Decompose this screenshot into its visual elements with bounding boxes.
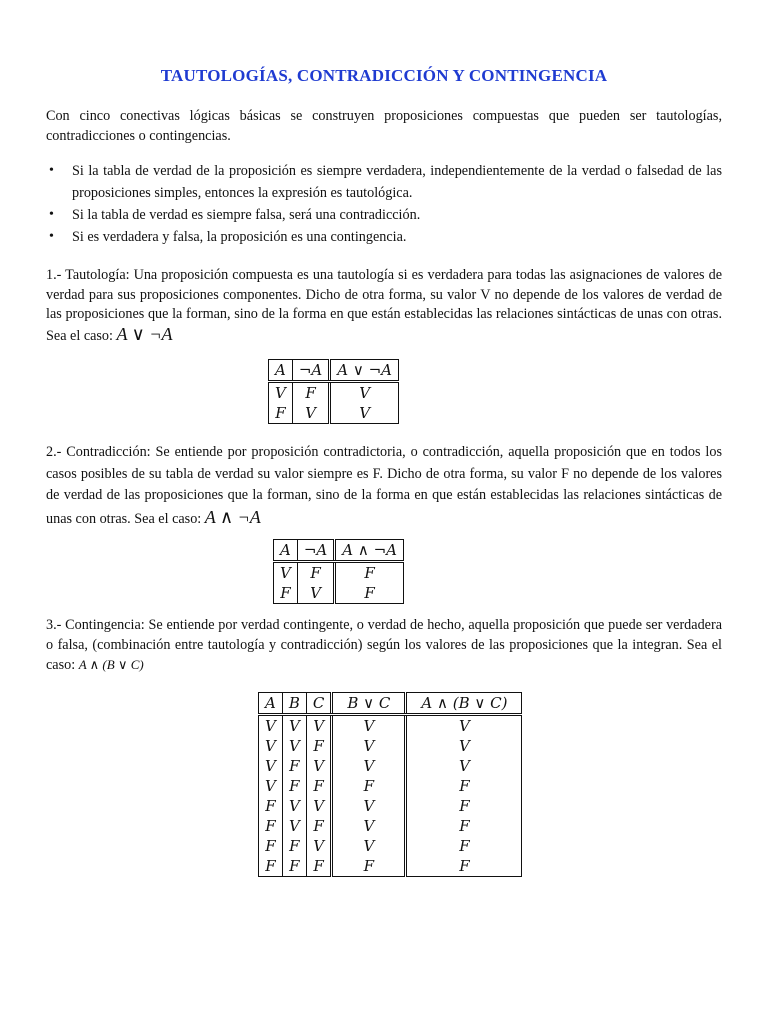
contingency-truth-table	[258, 692, 522, 877]
table-header: A	[269, 360, 293, 382]
table-header: A ∧ (B ∨ C)	[406, 693, 522, 715]
table-row: F V V	[269, 403, 399, 424]
table-row: F F F F F	[259, 856, 522, 877]
contradiction-formula: A ∧ ¬A	[204, 506, 261, 527]
bullet-icon: •	[49, 207, 54, 222]
table-row: F V V V F	[259, 796, 522, 816]
table-header: A	[274, 540, 298, 562]
table-row: V F V V V	[259, 756, 522, 776]
tautology-formula: A ∨ ¬A	[116, 323, 173, 344]
page-title: TAUTOLOGÍAS, CONTRADICCIÓN Y CONTINGENCIA	[160, 66, 608, 85]
bullet-icon: •	[49, 163, 54, 178]
contradiction-paragraph: 2.- Contradicción: Se entiende por proposición contradictoria, o contradicción, aquella proposición que en todos los casos posibles de su tabla de verdad su valor siempre es F. Dicho de otra forma, su valor F no depende de los valores de verdad de las proposiciones que la forman, sino de la forma en que están establecidas las relaciones sintácticas de unas con otras. Sea el caso: A ∧ ¬A	[46, 444, 722, 527]
table-header: B	[282, 693, 306, 715]
table-row: V V F V V	[259, 736, 522, 756]
table-row: V F V	[269, 382, 399, 404]
tautology-paragraph: 1.- Tautología: Una proposición compuesta es una tautología si es verdadera para todas las asignaciones de valores de verdad para sus proposiciones componentes. Dicho de otra forma, su valor V no depende de los valores de verdad de las proposiciones que la forman, sino de la forma en que están establecidas las relaciones sintácticas de unas con otras. Sea el caso: A ∨ ¬A	[46, 267, 722, 344]
table-header: ¬A	[297, 540, 334, 562]
tautology-truth-table	[268, 359, 399, 424]
bullet-item: • Si la tabla de verdad de la proposición es siempre verdadera, independientemente de la verdad o falsedad de las proposiciones simples, entonces la expresión es tautológica.	[46, 160, 722, 204]
table-row: F F V V F	[259, 836, 522, 856]
table-header: ¬A	[292, 360, 329, 382]
contradiction-truth-table	[273, 539, 404, 604]
table-row: V V V V V	[259, 715, 522, 737]
table-row: V F F	[274, 562, 404, 584]
table-header: A ∨ ¬A	[330, 360, 399, 382]
contingency-formula: A ∧ (B ∨ C)	[78, 657, 144, 672]
table-row: V F F F F	[259, 776, 522, 796]
table-row: F V F	[274, 583, 404, 604]
bullet-item: • Si es verdadera y falsa, la proposición es una contingencia.	[46, 226, 722, 248]
table-header: C	[306, 693, 331, 715]
contingency-paragraph: 3.- Contingencia: Se entiende por verdad contingente, o verdad de hecho, aquella proposición que puede ser verdadera o falsa, (combinación entre tautología y contradicción) según los valores de las proposiciones que la integran. Sea el caso: A ∧ (B ∨ C)	[46, 617, 722, 673]
table-header: A ∧ ¬A	[335, 540, 404, 562]
table-row: F V F V F	[259, 816, 522, 836]
bullet-icon: •	[49, 229, 54, 244]
bullet-list	[46, 160, 722, 248]
table-header: B ∨ C	[332, 693, 406, 715]
table-header: A	[259, 693, 283, 715]
bullet-item: • Si la tabla de verdad es siempre falsa, será una contradicción.	[46, 204, 722, 226]
intro-paragraph: Con cinco conectivas lógicas básicas se construyen proposiciones compuestas que pueden ser tautologías, contradicciones o contingencias.	[46, 108, 722, 144]
